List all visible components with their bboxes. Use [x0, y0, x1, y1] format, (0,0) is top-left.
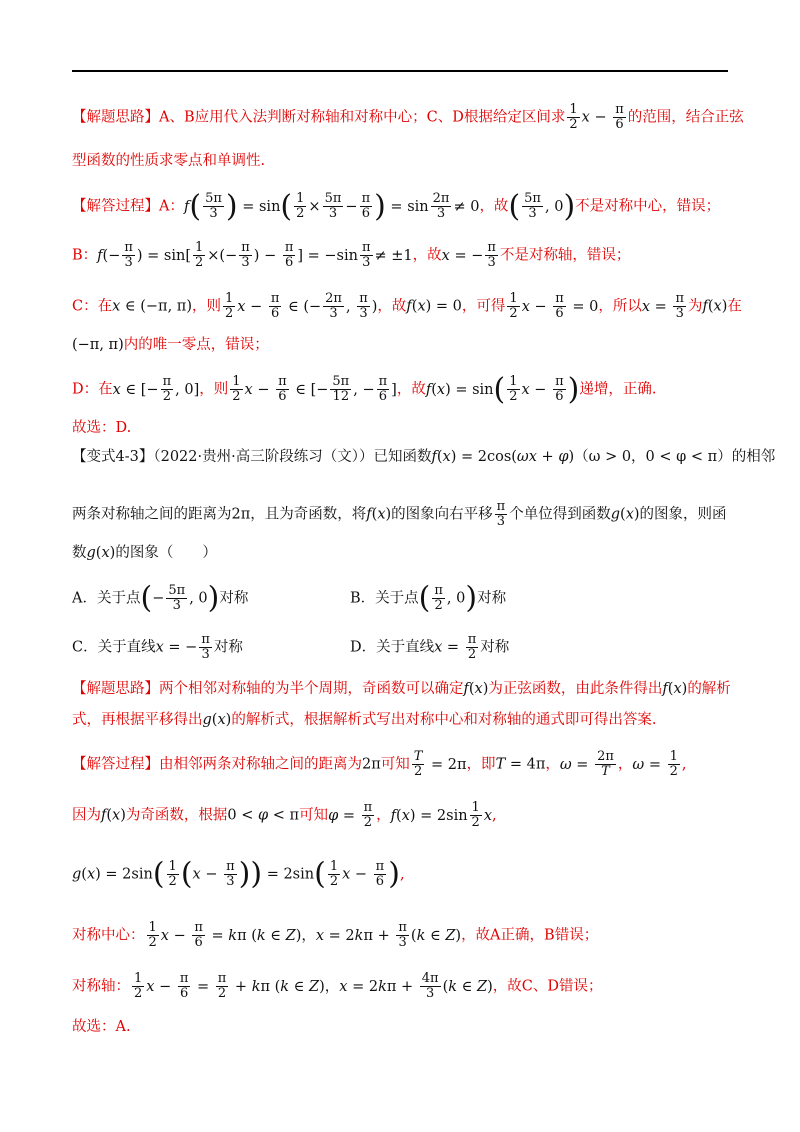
hint1-tag: 【解题思路】: [72, 109, 159, 126]
hint2-line2: 式，再根据平移得出g(x)的解析式，根据解析式写出对称中心和对称轴的通式即可得出答案.: [72, 712, 657, 728]
answer2: 故选：A.: [72, 1019, 131, 1035]
hint1-line1: 【解题思路】A、B应用代入法判断对称轴和对称中心；C、D根据给定区间求 $\frac{1}{2}$ x − $\frac{\pi}{6}$ 的范围，结合正弦: [72, 102, 744, 132]
answer1: 故选：D.: [72, 420, 132, 436]
question-line3: 数g(x)的图象（ ）: [72, 545, 217, 561]
proc1-D: D：在x ∈ [− $\frac{\pi}{2}$ , 0]，则 $\frac{1}{2}$ x − $\frac{\pi}{6}$ ∈ [− $\frac{5\pi}{12}$ , − $\frac{\pi}{6}$ ]，故f(x) = sin( $\frac{1}{2}$ x − $\frac{\pi}{6}$ )递增，正确.: [72, 371, 657, 407]
question-tag: 【变式4-3】: [72, 449, 154, 465]
symmetry-axis-line: 对称轴： $\frac{1}{2}$ x − $\frac{\pi}{6}$ = $\frac{\pi}{2}$ + kπ (k ∈ Z)，x = 2kπ + $\frac{4\pi}{3}$ (k ∈ Z)，故C、D错误；: [72, 971, 603, 1001]
hint1-line2: 型函数的性质求零点和单调性.: [72, 153, 266, 169]
question-line2: 两条对称轴之间的距离为2π，且为奇函数，将f(x)的图象向右平移 $\frac{\pi}{3}$ 个单位得到函数g(x)的图象，则函: [72, 499, 727, 529]
option-B[interactable]: B．关于点( $\frac{\pi}{2}$ , 0)对称: [350, 580, 507, 616]
option-C[interactable]: C．关于直线x = − $\frac{\pi}{3}$ 对称: [72, 632, 243, 662]
hint2-line1: 【解题思路】两个相邻对称轴的为半个周期，奇函数可以确定f(x)为正弦函数，由此条件得出f(x)的解析: [72, 681, 731, 697]
proc2-gx: g(x) = 2sin( $\frac{1}{2}$ (x − $\frac{\pi}{3}$ )) = 2sin( $\frac{1}{2}$ x − $\frac{\pi}{6}$ ),: [72, 856, 405, 892]
option-A[interactable]: A．关于点(− $\frac{5\pi}{3}$ , 0)对称: [72, 580, 249, 616]
proc2-line1: 【解答过程】由相邻两条对称轴之间的距离为2π可知 $\frac{T}{2}$ = 2π，即T = 4π，ω = $\frac{2\pi}{T}$ ，ω = $\frac{1}{2}$ ,: [72, 749, 687, 779]
question-line1: 【变式4-3】（2022·贵州·高三阶段练习（文））已知函数f(x) = 2cos(ωx + φ)（ω > 0，0 < φ < π）的相邻: [72, 449, 776, 465]
proc2-line2: 因为f(x)为奇函数，根据0 < φ < π可知φ = $\frac{\pi}{2}$ ，f(x) = 2sin $\frac{1}{2}$ x,: [72, 800, 497, 830]
option-D[interactable]: D．关于直线x = $\frac{\pi}{2}$ 对称: [350, 632, 510, 662]
symmetry-center-line: 对称中心： $\frac{1}{2}$ x − $\frac{\pi}{6}$ = kπ (k ∈ Z)，x = 2kπ + $\frac{\pi}{3}$ (k ∈ Z)，故A正确，B错误；: [72, 920, 599, 950]
proc1-C: C：在x ∈ (−π, π)，则 $\frac{1}{2}$ x − $\frac{\pi}{6}$ ∈ (− $\frac{2\pi}{3}$ , $\frac{\pi}{3}$ )，故f(x) = 0，可得 $\frac{1}{2}$ x − $\frac{\pi}{6}$ = 0，所以x = $\frac{\pi}{3}$ 为f(x)在: [72, 291, 742, 321]
proc1-C-line2: (−π, π)内的唯一零点，错误；: [72, 337, 269, 353]
proc1-B: B：f(− $\frac{\pi}{3}$ ) = sin[ $\frac{1}{2}$ ×(− $\frac{\pi}{3}$ ) − $\frac{\pi}{6}$ ] = −sin $\frac{\pi}{3}$ ≠ ±1，故x = − $\frac{\pi}{3}$ 不是对称轴，错误；: [72, 240, 631, 270]
proc1-A: 【解答过程】A：f( $\frac{5\pi}{3}$ ) = sin( $\frac{1}{2}$ × $\frac{5\pi}{3}$ − $\frac{\pi}{6}$ ) = sin $\frac{2\pi}{3}$ ≠ 0，故( $\frac{5\pi}{3}$ , 0)不是对称中心，错误；: [72, 188, 721, 224]
header-rule: [72, 70, 728, 72]
